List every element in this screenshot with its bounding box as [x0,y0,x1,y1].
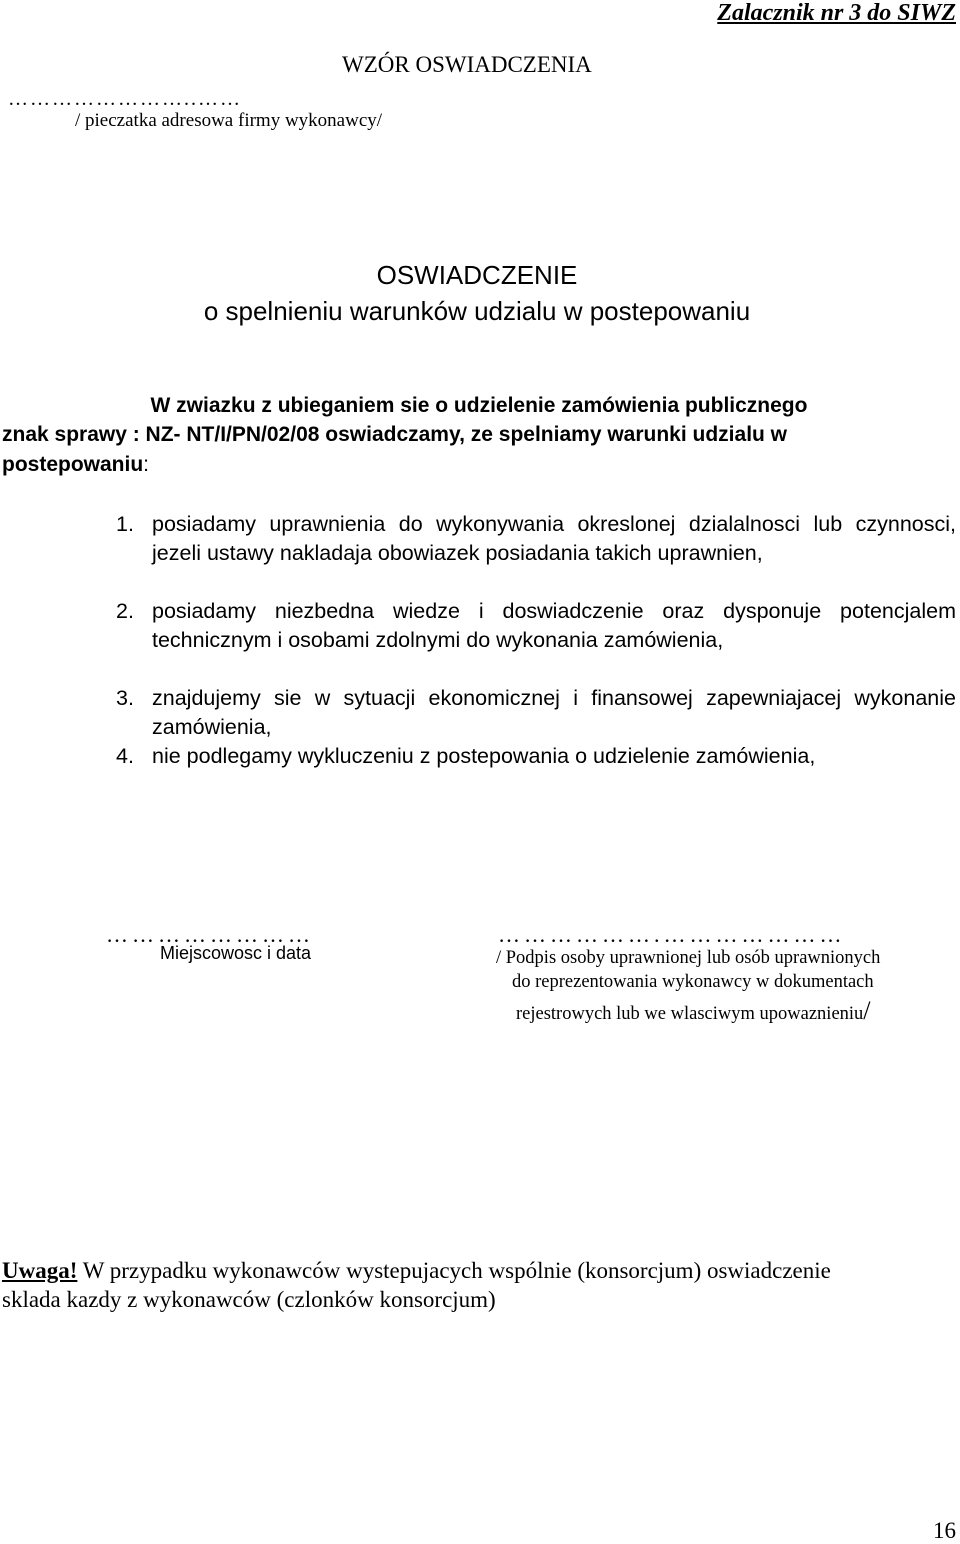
signature-dotted-line: ……………….………………… [498,922,846,947]
signature-caption-line-2: do reprezentowania wykonawcy w dokumentach [512,972,874,992]
signature-caption-line-1: / Podpis osoby uprawnionej lub osób uprawnionych [496,948,881,968]
annex-label: Zalacznik nr 3 do SIWZ [717,0,956,26]
intro-line-2: znak sprawy : NZ- NT/I/PN/02/08 oswiadczamy, ze spelniamy warunki udzialu w [2,423,788,446]
stamp-dotted-line: ……………………..…… [8,88,242,110]
list-item [116,742,956,771]
place-date-dotted-line: …………………… [106,922,314,947]
intro-line-1: W zwiazku z ubieganiem sie o udzielenie zamówienia publicznego [150,394,808,417]
list-item [116,684,956,742]
note-text-1: W przypadku wykonawców wystepujacych wspólnie (konsorcjum) oswiadczenie [77,1258,831,1283]
document-title: OSWIADCZENIE [376,260,578,290]
stamp-label: / pieczatka adresowa firmy wykonawcy/ [75,110,383,131]
signature-caption-line-3 [516,996,871,1026]
note-line-2: sklada kazdy z wykonawców (czlonków konsorcjum) [2,1287,496,1312]
document-subtitle: o spelnieniu warunków udzialu w postepowaniu [203,296,751,326]
list-item-number: 2. [116,599,134,623]
list-item-number: 3. [116,686,134,710]
note-line-1 [2,1258,831,1284]
signature-caption-text: rejestrowych lub we wlasciwym upowaznieniu [516,1004,864,1024]
list-item-number: 4. [116,744,134,768]
template-label: WZÓR OSWIADCZENIA [342,52,592,77]
list-item-text: posiadamy uprawnienia do wykonywania okreslonej dzialalnosci lub czynnosci, jezeli ustawy nakladaja obowiazek posiadania takich uprawnien, [152,512,956,565]
list-item [116,597,956,655]
signature-caption-slash: / [863,996,871,1025]
list-item-text: znajdujemy sie w sytuacji ekonomicznej i finansowej zapewniajacej wykonanie zamówienia, [152,686,956,739]
note-label: Uwaga! [2,1258,78,1283]
intro-line-3-colon: : [143,453,150,476]
list-item-text: nie podlegamy wykluczeniu z postepowania o udzielenie zamówienia, [152,744,816,768]
place-date-label: Miejscowosc i data [160,943,312,963]
list-item-number: 1. [116,512,134,536]
intro-line-3 [2,453,149,477]
page-number: 16 [933,1518,956,1543]
intro-line-3-bold: postepowaniu [2,453,144,476]
list-item [116,510,956,568]
list-item-text: posiadamy niezbedna wiedze i doswiadczenie oraz dysponuje potencjalem technicznym i osobami zdolnymi do wykonania zamówienia, [152,599,956,652]
